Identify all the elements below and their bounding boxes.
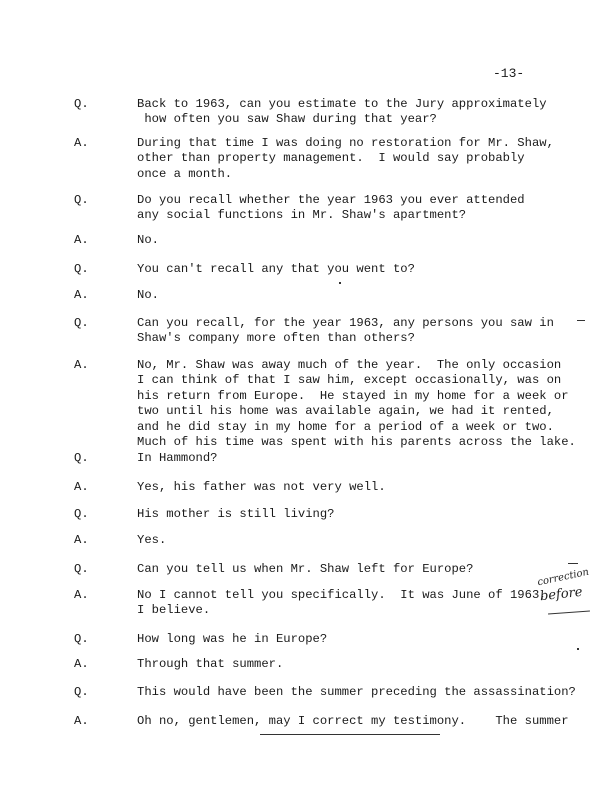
pen-mark xyxy=(577,320,585,321)
answer-text: Yes. xyxy=(137,533,167,547)
pen-mark xyxy=(568,563,578,564)
answer-text: Through that summer. xyxy=(137,657,284,671)
question-text: His mother is still living? xyxy=(137,507,335,521)
answer-label: A. xyxy=(74,288,89,302)
answer-label: A. xyxy=(74,588,89,602)
answer-text: During that time I was doing no restoration for Mr. Shaw, other than property management. I would say probably once a month. xyxy=(137,136,554,181)
answer-text: No. xyxy=(137,233,159,247)
answer-label: A. xyxy=(74,533,89,547)
answer-label: A. xyxy=(74,714,89,728)
answer-label: A. xyxy=(74,480,89,494)
question-text: Do you recall whether the year 1963 you ever attended any social functions in Mr. Shaw's apartment? xyxy=(137,193,525,223)
handwritten-correction-note: correction xyxy=(536,566,590,589)
answer-label: A. xyxy=(74,358,89,372)
question-label: Q. xyxy=(74,451,89,465)
pen-mark xyxy=(339,282,341,284)
answer-text: No. xyxy=(137,288,159,302)
answer-label: A. xyxy=(74,657,89,671)
answer-text: No I cannot tell you specifically. It was June of 1963, I believe. xyxy=(137,588,547,618)
question-label: Q. xyxy=(74,507,89,521)
question-text: You can't recall any that you went to? xyxy=(137,262,415,276)
pen-mark xyxy=(577,648,579,650)
question-label: Q. xyxy=(74,193,89,207)
answer-text: Yes, his father was not very well. xyxy=(137,480,386,494)
question-text: How long was he in Europe? xyxy=(137,632,328,646)
page-number: -13- xyxy=(493,66,525,81)
question-text: In Hammond? xyxy=(137,451,218,465)
answer-label: A. xyxy=(74,233,89,247)
question-label: Q. xyxy=(74,562,89,576)
handwritten-before-note: before xyxy=(539,584,584,605)
question-label: Q. xyxy=(74,685,89,699)
question-label: Q. xyxy=(74,97,89,111)
pen-mark xyxy=(260,734,440,735)
question-text: Can you recall, for the year 1963, any persons you saw in Shaw's company more often than others? xyxy=(137,316,554,346)
answer-text: No, Mr. Shaw was away much of the year. The only occasion I can think of that I saw him, except occasionally, was on his return from Europe. He stayed in my home for a week or two until his home was available again, we had it rented, and he did stay in my home for a period of a week or two. Much of his time was spent with his parents across the lake. xyxy=(137,358,576,450)
answer-label: A. xyxy=(74,136,89,150)
question-label: Q. xyxy=(74,316,89,330)
answer-text: Oh no, gentlemen, may I correct my testimony. The summer xyxy=(137,714,569,728)
question-text: Can you tell us when Mr. Shaw left for Europe? xyxy=(137,562,474,576)
question-text: Back to 1963, can you estimate to the Jury approximately how often you saw Shaw during that year? xyxy=(137,97,547,127)
question-text: This would have been the summer preceding the assassination? xyxy=(137,685,576,699)
question-label: Q. xyxy=(74,632,89,646)
question-label: Q. xyxy=(74,262,89,276)
